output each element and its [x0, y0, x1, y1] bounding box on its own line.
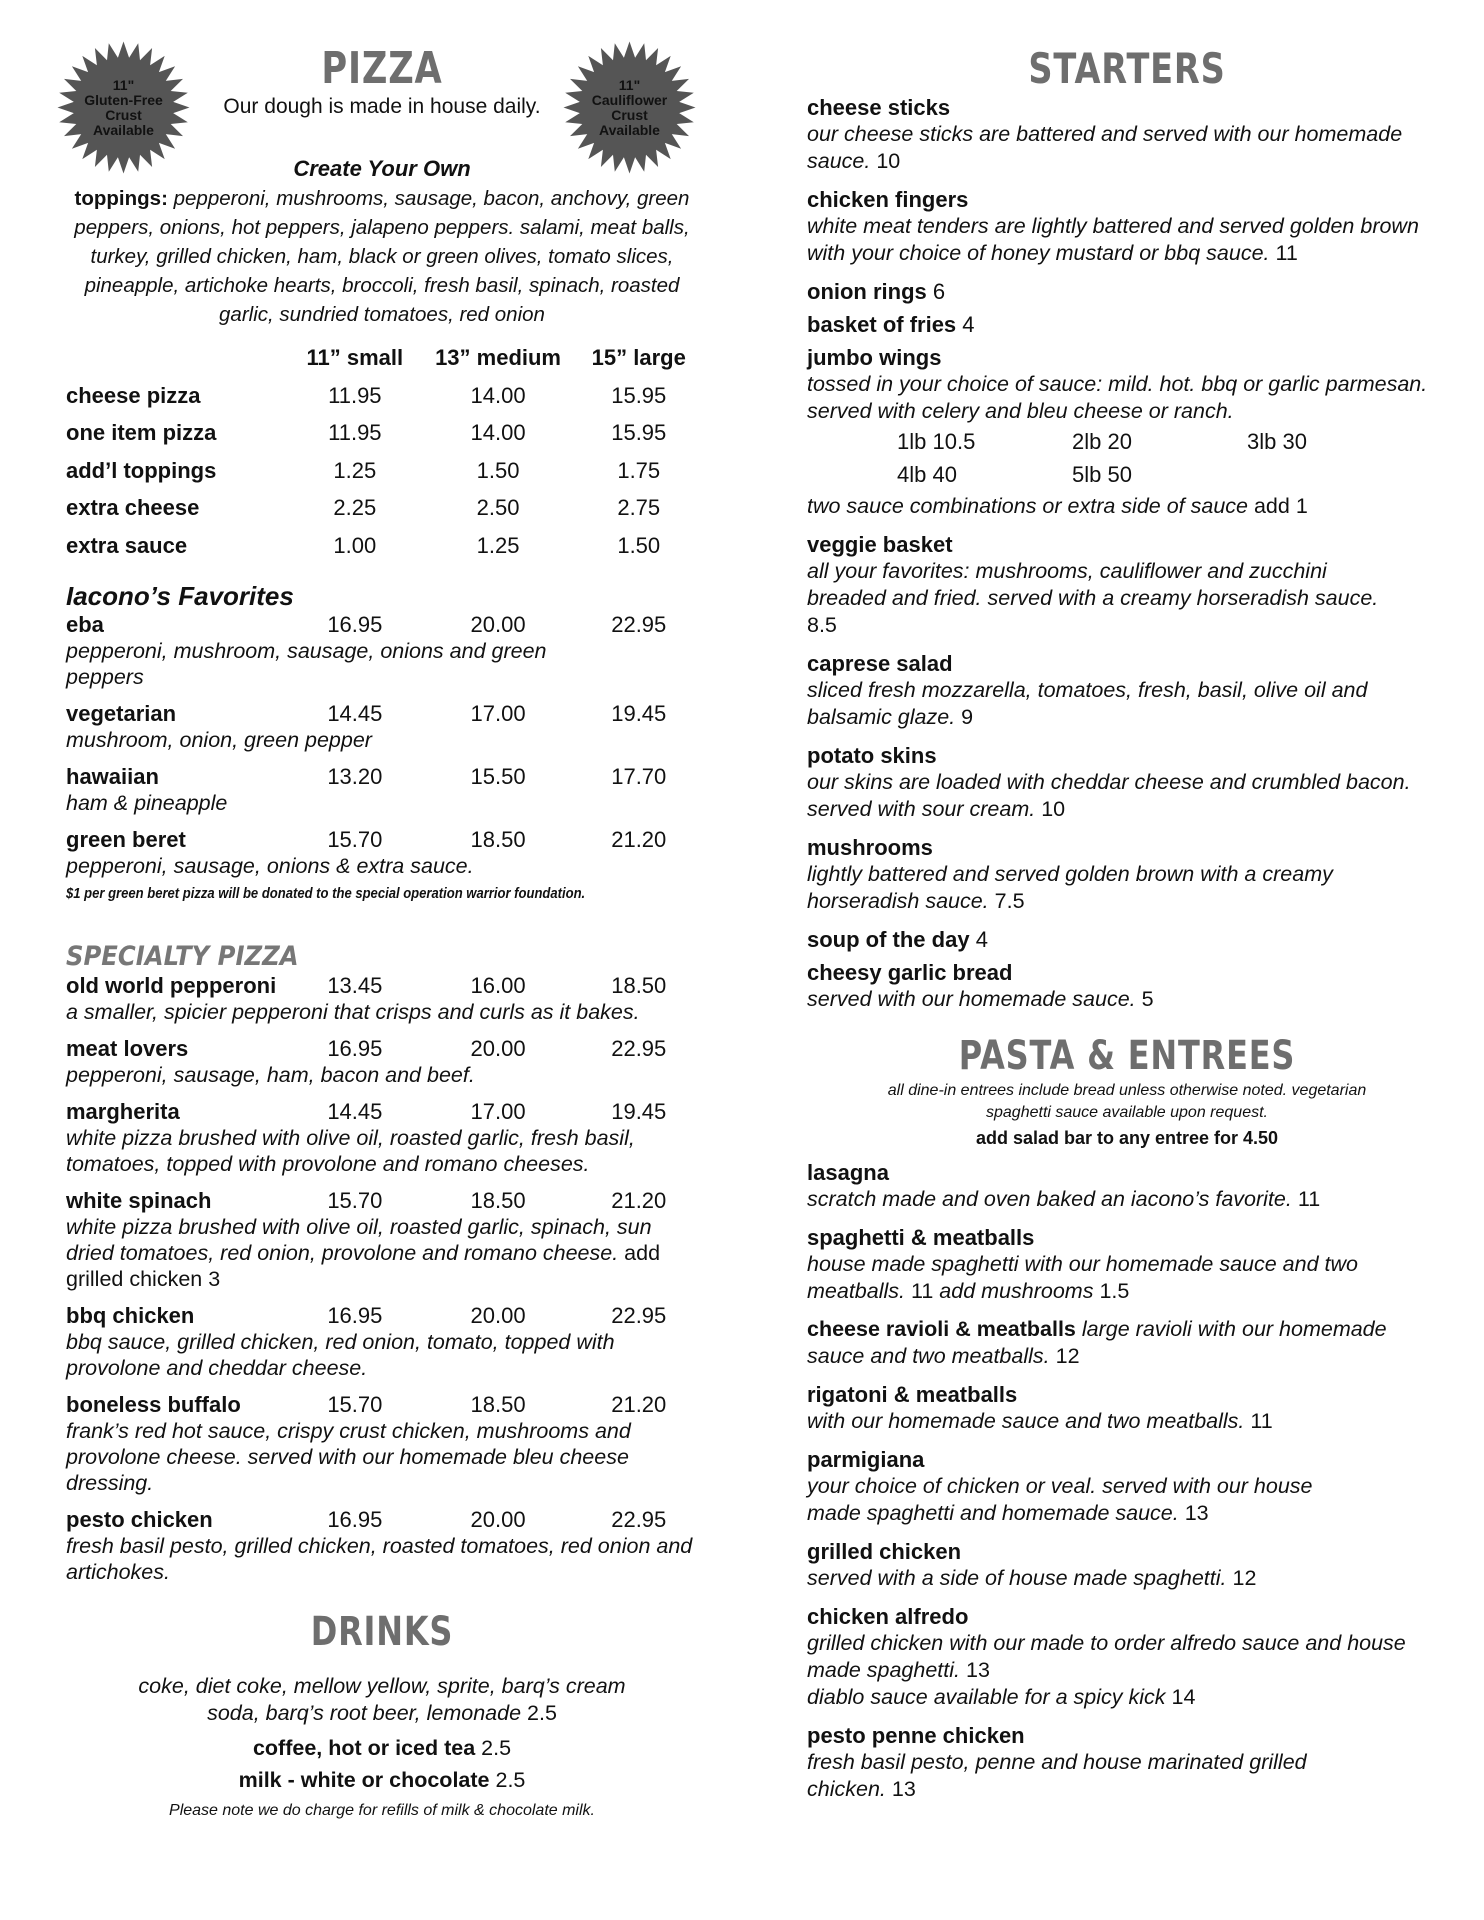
wing-sizes — [807, 425, 1447, 491]
menu-item-garlic-bread — [807, 959, 1447, 1013]
price: 22.95 — [611, 611, 667, 637]
item-desc-text: large ravioli with our homemade sauce and two meatballs. — [807, 1317, 1387, 1368]
price: 21.20 — [611, 1187, 667, 1213]
price: 1.50 — [476, 457, 520, 483]
item-name: onion rings — [807, 279, 927, 304]
favorite-item — [66, 611, 698, 690]
item-desc: pepperoni, mushroom, sausage, onions and green peppers — [66, 638, 547, 689]
price: 16.95 — [327, 1302, 383, 1328]
favorites-title: Iacono’s Favorites — [66, 580, 294, 611]
item-name: white spinach — [66, 1187, 212, 1213]
pasta-note: all dine-in entrees include bread unless otherwise noted. vegetarian spaghetti sauce available upon request. — [887, 1082, 1367, 1121]
item-desc: bbq sauce, grilled chicken, red onion, tomato, topped with provolone and cheddar cheese. — [66, 1329, 615, 1380]
wing-note-text: two sauce combinations or extra side of sauce — [807, 494, 1248, 518]
favorite-item — [66, 826, 698, 879]
price: 14.00 — [470, 382, 526, 408]
item-name: mushrooms — [807, 835, 933, 860]
item-name: basket of fries — [807, 312, 957, 337]
drinks-note: Please note we do charge for refills of milk & chocolate milk. — [169, 1801, 595, 1819]
price: 20.00 — [470, 1302, 526, 1328]
item-desc: a smaller, spicier pepperoni that crisps and curls as it bakes. — [66, 999, 640, 1024]
price: 20.00 — [470, 611, 526, 637]
price: 7.5 — [994, 889, 1025, 913]
burst-line: Crust — [611, 106, 648, 123]
item-name: chicken fingers — [807, 187, 969, 212]
menu-item-spaghetti — [807, 1224, 1447, 1305]
price: add 1 — [1253, 494, 1308, 518]
specialty-item — [66, 1302, 698, 1381]
price: 11 — [1275, 241, 1298, 265]
item-desc-text: scratch made and oven baked an iacono’s favorite. — [807, 1187, 1292, 1211]
menu-item-chicken-alfredo — [807, 1603, 1447, 1711]
price: 18.50 — [470, 826, 526, 852]
burst-line: Gluten-Free — [84, 91, 163, 108]
menu-item-mushrooms — [807, 834, 1447, 915]
price: 11 — [1250, 1409, 1273, 1433]
pizza-title: PIZZA — [321, 43, 443, 94]
item-name: cheesy garlic bread — [807, 960, 1013, 985]
size-small: 11” small — [306, 345, 404, 370]
price: 16.95 — [327, 1506, 383, 1532]
table-row — [66, 490, 698, 528]
menu-item-fries — [807, 311, 1447, 338]
toppings-text: pepperoni, mushrooms, sausage, bacon, anchovy, green peppers, onions, hot peppers, jalapeno peppers. salami, meat balls, turkey, grilled chicken, ham, black or green olives, tomato slices, pineapple, artichoke hearts, broccoli, fresh basil, spinach, roasted garlic, sundried tomatoes, red onion — [74, 187, 690, 326]
item-name: spaghetti & meatballs — [807, 1225, 1035, 1250]
item-desc — [807, 861, 1447, 915]
item-name: lasagna — [807, 1160, 889, 1185]
price: 13.45 — [327, 972, 383, 998]
item-line — [807, 311, 1447, 338]
wing-size — [1072, 425, 1247, 458]
price: 17.00 — [470, 700, 526, 726]
price: 13 — [965, 1658, 990, 1682]
row-name: cheese pizza — [66, 382, 201, 408]
milk-price: 2.5 — [495, 1767, 526, 1792]
coffee-line — [66, 1735, 698, 1762]
item-desc-text: white meat tenders are lightly battered and served golden brown with your choice of honey mustard or bbq sauce. — [807, 214, 1419, 265]
item-name: eba — [66, 611, 104, 637]
soda-list — [66, 1673, 698, 1727]
coffee-text: coffee, hot or iced tea — [252, 1735, 476, 1760]
price: 11 — [1297, 1187, 1321, 1211]
item-extra: diablo sauce available for a spicy kick — [807, 1685, 1166, 1709]
item-extra: add mushrooms — [939, 1279, 1094, 1303]
table-row — [66, 527, 698, 565]
item-name: meat lovers — [66, 1035, 189, 1061]
price: 6 — [932, 279, 946, 304]
burst-line: Available — [599, 121, 660, 138]
size-header — [66, 341, 698, 375]
size-large: 15” large — [591, 345, 686, 370]
item-desc: fresh basil pesto, grilled chicken, roasted tomatoes, red onion and artichokes. — [66, 1533, 693, 1584]
item-desc-text: our cheese sticks are battered and served with our homemade sauce. — [807, 122, 1403, 173]
menu-item-potato-skins — [807, 742, 1447, 823]
price: 20.00 — [470, 1035, 526, 1061]
item-desc: ham & pineapple — [66, 790, 228, 815]
item-desc — [807, 769, 1447, 823]
item-desc — [807, 1316, 1417, 1370]
item-name: caprese salad — [807, 651, 953, 676]
price: 10 — [1041, 797, 1066, 821]
price: 1.00 — [333, 532, 377, 558]
create-your-own-title: Create Your Own — [293, 156, 471, 181]
item-name: green beret — [66, 826, 186, 852]
specialty-item — [66, 1035, 698, 1088]
toppings-label: toppings: — [74, 187, 168, 210]
menu-item-cheese-sticks — [807, 94, 1447, 175]
price: 12 — [1055, 1344, 1080, 1368]
item-desc — [807, 1749, 1317, 1803]
price: 19.45 — [611, 1098, 667, 1124]
wing-size — [1072, 458, 1247, 491]
price: 11.95 — [328, 382, 382, 408]
price: 4 — [975, 927, 988, 952]
burst-line: 11" — [112, 76, 135, 93]
item-desc — [807, 1251, 1447, 1305]
wing-size — [897, 458, 1072, 491]
price: 15.70 — [327, 1187, 383, 1213]
price: 16.95 — [327, 1035, 383, 1061]
price: 15.70 — [327, 1391, 383, 1417]
table-row — [66, 452, 698, 490]
item-name: hawaiian — [66, 763, 159, 789]
item-line — [807, 926, 1447, 953]
item-desc-text: sliced fresh mozzarella, tomatoes, fresh, basil, olive oil and balsamic glaze. — [807, 678, 1368, 729]
price: 18.50 — [470, 1187, 526, 1213]
price: 20 — [1107, 429, 1132, 454]
specialty-item — [66, 1098, 698, 1177]
item-desc — [807, 1408, 1447, 1435]
price: 5 — [1141, 987, 1154, 1011]
burst-line: Cauliflower — [591, 91, 668, 108]
item-desc-text: lightly battered and served golden brown with a creamy horseradish sauce. — [807, 862, 1333, 913]
menu-item-chicken-fingers — [807, 186, 1447, 267]
price: 14 — [1171, 1685, 1196, 1709]
row-name: add’l toppings — [66, 457, 217, 483]
item-desc-text: house made spaghetti with our homemade sauce and two meatballs. — [807, 1252, 1358, 1303]
item-desc: tossed in your choice of sauce: mild. hot. bbq or garlic parmesan. served with celery and bleu cheese or ranch. — [807, 372, 1428, 423]
wing-size — [897, 425, 1072, 458]
item-name: chicken alfredo — [807, 1604, 969, 1629]
menu-item-rigatoni — [807, 1381, 1447, 1435]
item-extra: add grilled chicken 3 — [66, 1240, 661, 1291]
price: 20.00 — [470, 1506, 526, 1532]
wing-weight: 1lb — [897, 429, 927, 454]
menu-item-lasagna — [807, 1159, 1447, 1213]
item-name: bbq chicken — [66, 1302, 195, 1328]
item-desc-text: with our homemade sauce and two meatballs. — [807, 1409, 1245, 1433]
specialty-title: SPECIALTY PIZZA — [66, 940, 299, 972]
price: 17.00 — [470, 1098, 526, 1124]
item-desc — [807, 677, 1447, 731]
price: 4 — [962, 312, 975, 337]
table-row — [66, 377, 698, 415]
price: 30 — [1282, 429, 1307, 454]
item-desc — [807, 558, 1407, 639]
item-name: pesto chicken — [66, 1506, 213, 1532]
item-name: old world pepperoni — [66, 972, 277, 998]
price: 50 — [1107, 462, 1132, 487]
burst-line: 11" — [618, 76, 641, 93]
menu-item-grilled-chicken — [807, 1538, 1447, 1592]
wing-weight: 5lb — [1072, 462, 1102, 487]
item-line — [807, 278, 1447, 305]
menu-item-veggie-basket — [807, 531, 1447, 639]
left-column — [66, 0, 698, 1820]
row-name: extra cheese — [66, 495, 200, 521]
favorite-item — [66, 700, 698, 753]
price: 15.95 — [611, 420, 667, 446]
item-desc — [807, 1565, 1447, 1592]
drinks-title: DRINKS — [310, 1608, 454, 1655]
table-row — [66, 415, 698, 453]
pizza-price-table — [66, 377, 698, 565]
price: 11.95 — [328, 420, 382, 446]
wing-note — [807, 493, 1447, 520]
price: 11 — [910, 1279, 934, 1303]
price: 22.95 — [611, 1302, 667, 1328]
price: 19.45 — [611, 700, 667, 726]
pizza-subtitle: Our dough is made in house daily. — [223, 95, 541, 118]
wing-weight: 3lb — [1247, 429, 1277, 454]
price: 14.00 — [470, 420, 526, 446]
price: 21.20 — [611, 1391, 667, 1417]
price: 18.50 — [470, 1391, 526, 1417]
menu-item-ravioli — [807, 1316, 1447, 1370]
item-desc-text: our skins are loaded with cheddar cheese and crumbled bacon. served with sour cream. — [807, 770, 1411, 821]
item-name: veggie basket — [807, 532, 953, 557]
size-medium: 13” medium — [435, 345, 561, 370]
item-name: soup of the day — [807, 927, 970, 952]
price: 17.70 — [611, 763, 667, 789]
price: 2.75 — [617, 495, 661, 521]
item-extra-line — [807, 1684, 1447, 1711]
price: 8.5 — [807, 613, 837, 637]
menu-item-onion-rings — [807, 278, 1447, 305]
price: 15.95 — [611, 382, 667, 408]
price: 16.00 — [470, 972, 526, 998]
price: 10 — [876, 149, 901, 173]
price: 15.70 — [327, 826, 383, 852]
price: 16.95 — [327, 611, 383, 637]
price: 15.50 — [470, 763, 526, 789]
wing-size — [1247, 425, 1422, 458]
row-name: extra sauce — [66, 532, 188, 558]
item-desc: pepperoni, sausage, ham, bacon and beef. — [66, 1062, 475, 1087]
price: 18.50 — [611, 972, 667, 998]
burst-line: Available — [93, 121, 154, 138]
row-name: one item pizza — [66, 420, 217, 446]
item-name: vegetarian — [66, 700, 177, 726]
price: 1.25 — [333, 457, 377, 483]
item-desc — [807, 213, 1427, 267]
item-name: potato skins — [807, 743, 937, 768]
price: 13.20 — [327, 763, 383, 789]
price: 14.45 — [327, 1098, 383, 1124]
soda-price: 2.5 — [527, 1700, 557, 1725]
menu-item-parmigiana — [807, 1446, 1447, 1527]
item-name: parmigiana — [807, 1447, 925, 1472]
item-name: cheese sticks — [807, 95, 951, 120]
price: 1.25 — [476, 532, 520, 558]
item-desc — [807, 1630, 1447, 1684]
item-name: grilled chicken — [807, 1539, 962, 1564]
burst-line: Crust — [105, 106, 142, 123]
specialty-list — [66, 972, 698, 1585]
right-column — [807, 0, 1447, 1814]
price: 13 — [1184, 1501, 1209, 1525]
price: 21.20 — [611, 826, 667, 852]
item-desc: white pizza brushed with olive oil, roasted garlic, fresh basil, tomatoes, topped with provolone and romano cheeses. — [66, 1125, 635, 1176]
item-name: rigatoni & meatballs — [807, 1382, 1018, 1407]
item-desc — [807, 1186, 1447, 1213]
item-name: jumbo wings — [807, 345, 942, 370]
specialty-item — [66, 1187, 698, 1292]
specialty-item — [66, 972, 698, 1025]
menu-item-pesto-penne — [807, 1722, 1447, 1803]
item-desc: mushroom, onion, green pepper — [66, 727, 372, 752]
item-desc: frank’s red hot sauce, crispy crust chicken, mushrooms and provolone cheese. served with our homemade bleu cheese dressing. — [66, 1418, 631, 1495]
item-desc — [66, 1214, 698, 1292]
item-name: boneless buffalo — [66, 1391, 241, 1417]
price: 1.50 — [617, 532, 661, 558]
toppings-list — [66, 184, 698, 329]
menu-item-caprese — [807, 650, 1447, 731]
price: 1.5 — [1099, 1279, 1130, 1303]
price: 14.45 — [327, 700, 383, 726]
menu-item-soup — [807, 926, 1447, 953]
price: 13 — [891, 1777, 916, 1801]
item-desc-text: served with our homemade sauce. — [807, 987, 1136, 1011]
pasta-title: PASTA & ENTREES — [958, 1033, 1296, 1079]
item-desc-text: all your favorites: mushrooms, cauliflower and zucchini breaded and fried. served with a creamy horseradish sauce. — [807, 559, 1379, 610]
price: 2.25 — [333, 495, 377, 521]
item-desc: pepperoni, sausage, onions & extra sauce. — [66, 853, 474, 878]
milk-line — [66, 1767, 698, 1794]
price: 22.95 — [611, 1035, 667, 1061]
item-desc — [807, 121, 1447, 175]
soda-text: coke, diet coke, mellow yellow, sprite, barq’s cream soda, barq’s root beer, lemonade — [138, 1673, 626, 1725]
wing-weight: 2lb — [1072, 429, 1102, 454]
item-name: margherita — [66, 1098, 180, 1124]
milk-text: milk - white or chocolate — [238, 1767, 490, 1792]
item-desc — [807, 986, 1447, 1013]
specialty-item — [66, 1391, 698, 1496]
price: 2.50 — [476, 495, 520, 521]
favorite-item — [66, 763, 698, 816]
wing-weight: 4lb — [897, 462, 927, 487]
price: 22.95 — [611, 1506, 667, 1532]
item-desc-text: your choice of chicken or veal. served with our house made spaghetti and homemade sauce. — [807, 1474, 1313, 1525]
green-beret-note: $1 per green beret pizza will be donated to the special operation warrior foundation. — [66, 884, 586, 902]
item-desc-text: fresh basil pesto, penne and house marinated grilled chicken. — [807, 1750, 1307, 1801]
coffee-price: 2.5 — [481, 1735, 512, 1760]
item-desc-text: served with a side of house made spaghetti. — [807, 1566, 1227, 1590]
item-name: cheese ravioli & meatballs — [807, 1317, 1076, 1341]
item-name: pesto penne chicken — [807, 1723, 1025, 1748]
salad-bar-note: add salad bar to any entree for 4.50 — [975, 1128, 1279, 1148]
specialty-item — [66, 1506, 698, 1585]
starters-title: STARTERS — [1028, 44, 1226, 93]
price: 40 — [932, 462, 957, 487]
item-desc-text: white pizza brushed with olive oil, roasted garlic, spinach, sun dried tomatoes, red onion, provolone and romano cheese. — [66, 1214, 652, 1265]
item-desc-text: grilled chicken with our made to order alfredo sauce and house made spaghetti. — [807, 1631, 1406, 1682]
price: 12 — [1232, 1566, 1257, 1590]
price: 1.75 — [617, 457, 661, 483]
item-desc — [807, 1473, 1327, 1527]
price: 9 — [961, 705, 974, 729]
price: 10.5 — [932, 429, 976, 454]
menu-item-jumbo-wings — [807, 344, 1447, 520]
